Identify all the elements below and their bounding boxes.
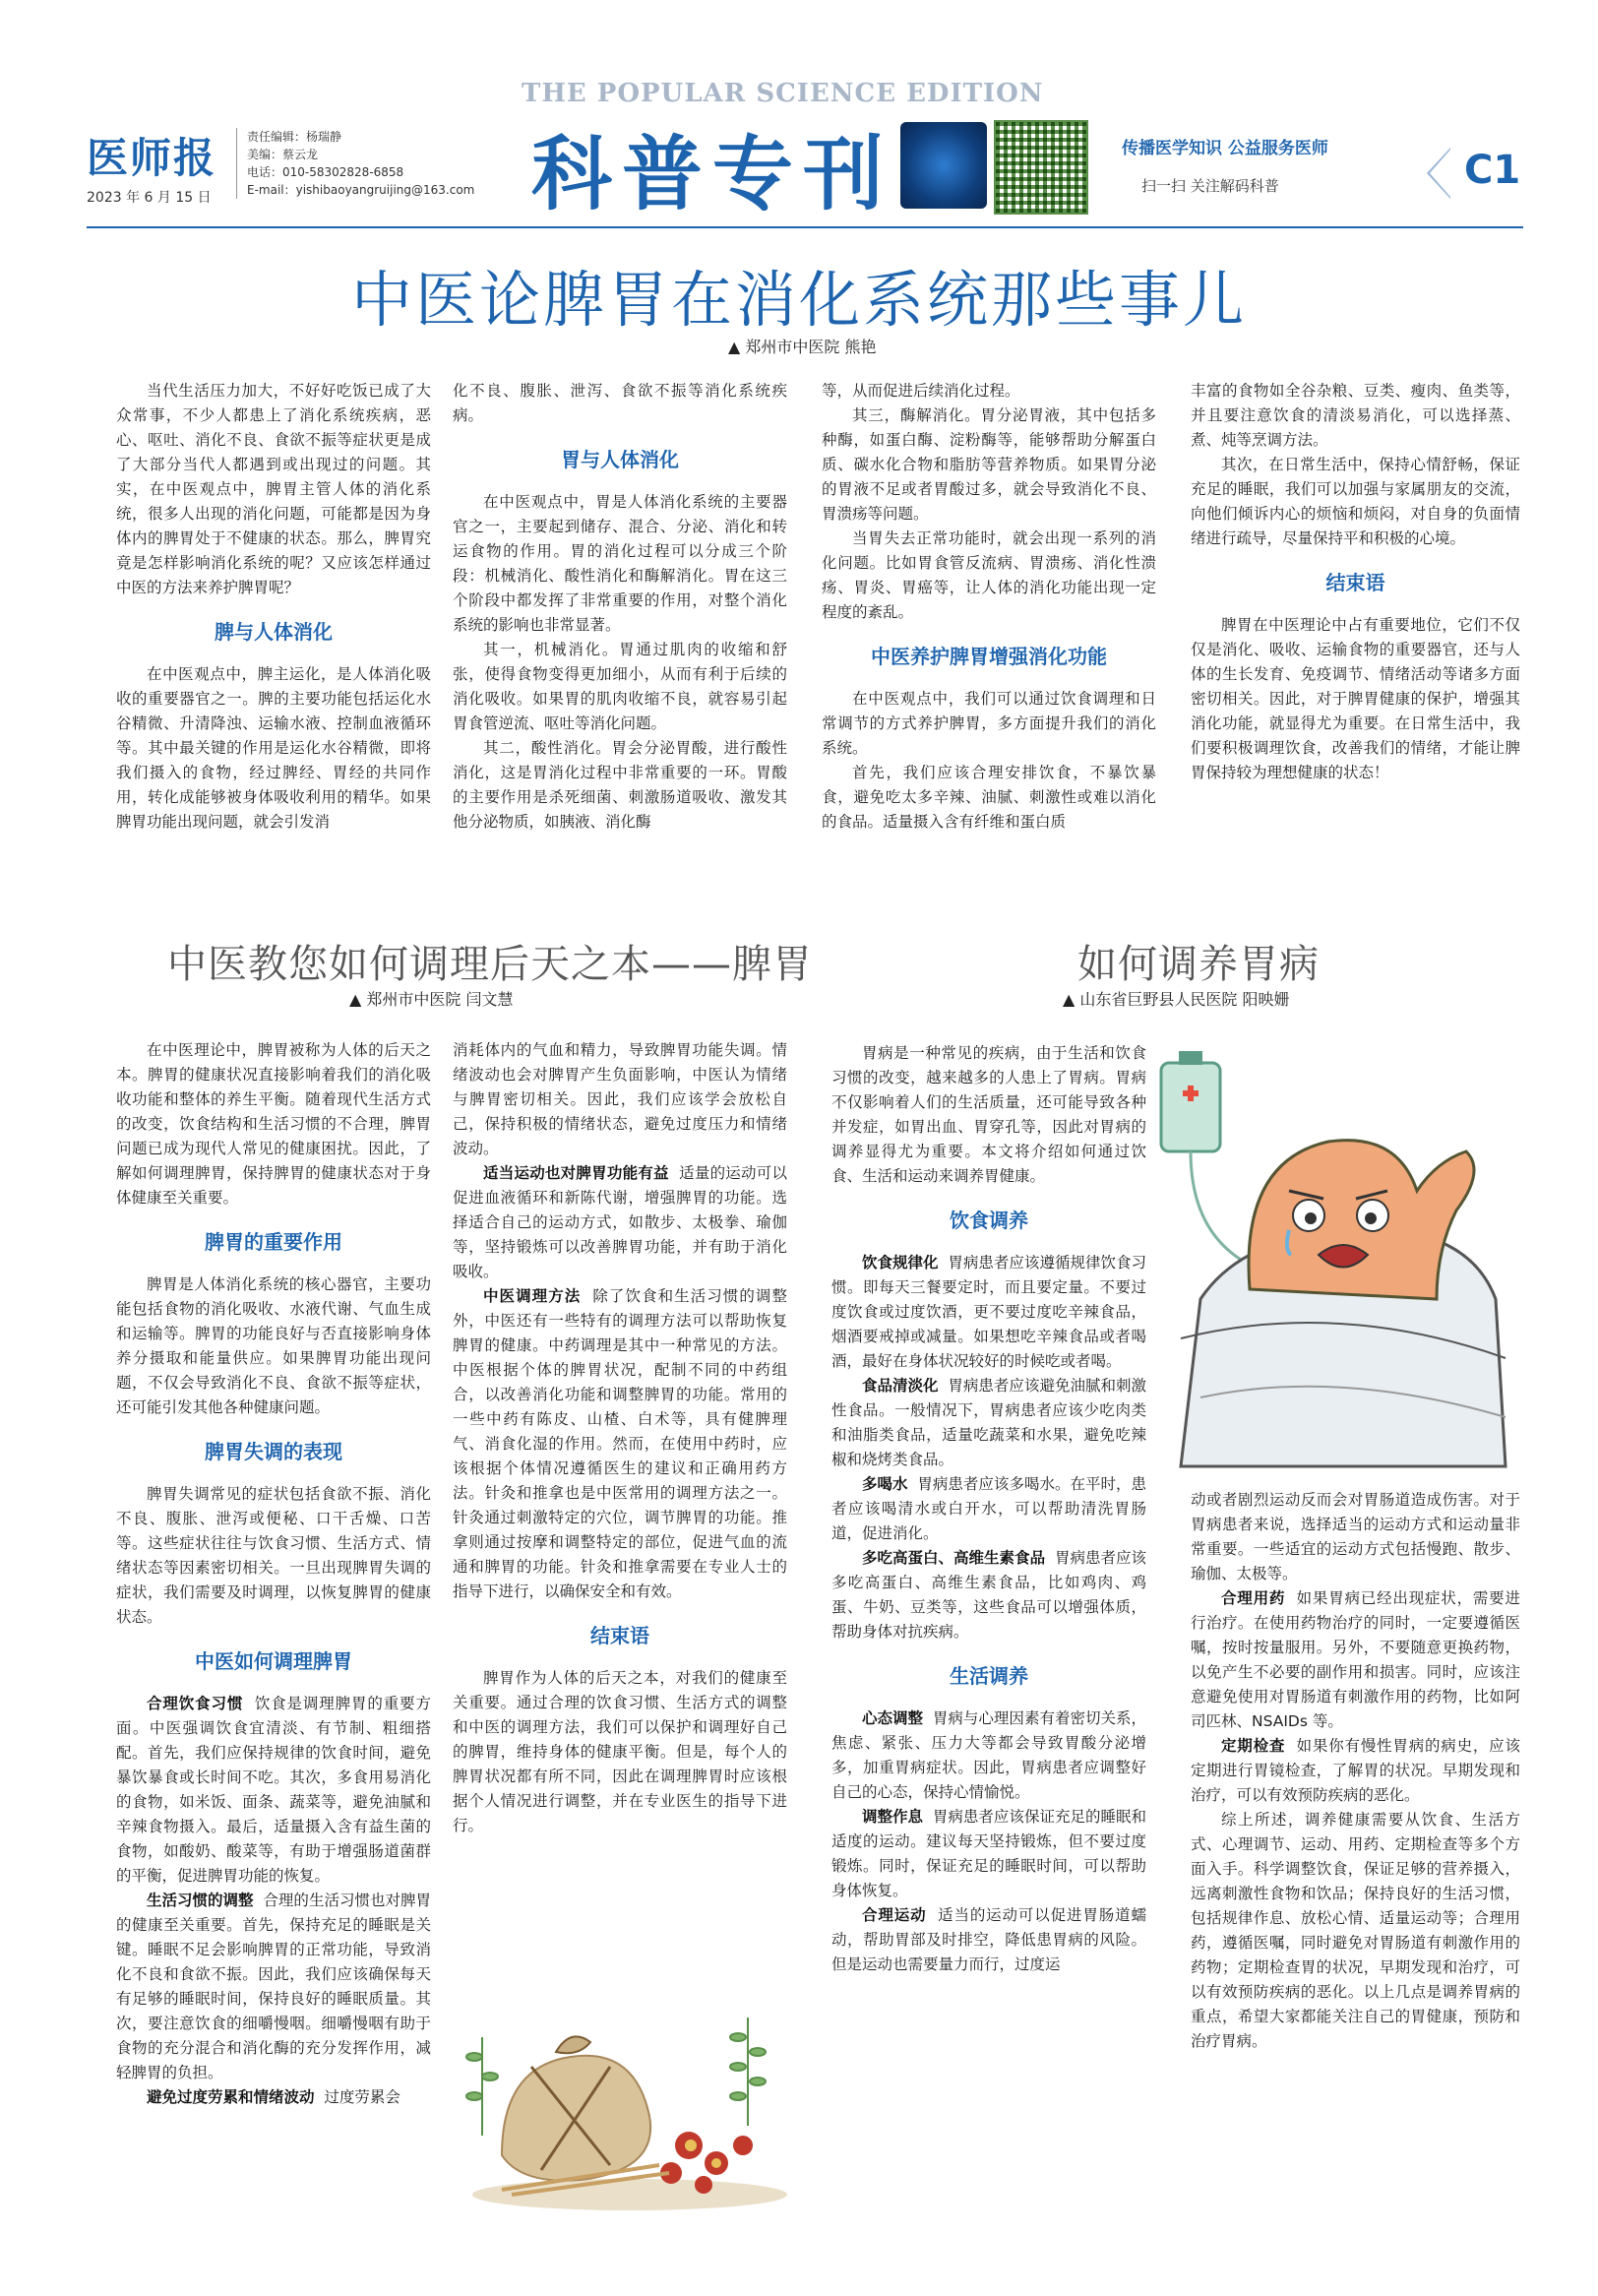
section-heading: 中医如何调理脾胃 <box>195 1649 352 1673</box>
masthead-divider <box>87 226 1523 228</box>
subheading: 生活习惯的调整 <box>147 1892 254 1909</box>
phone-line: 电话：010-58302828-6858 <box>247 165 404 179</box>
newspaper-logo: 医师报 <box>87 134 217 182</box>
paragraph: 其二，酸性消化。胃会分泌胃酸，进行酸性消化，这是胃消化过程中非常重要的一环。胃酸的主要作用是杀死细菌、刺激肠道吸收、激发其他分泌物质，如胰液、消化酶 <box>453 739 787 831</box>
subheading: 食品清淡化 <box>862 1377 939 1395</box>
paragraph: 中医调理方法 除了饮食和生活习惯的调整外，中医还有一些特有的调理方法可以帮助恢复脾胃的健康。中药调理是其中一种常见的方法。中医根据个体的脾胃状况，配制不同的中药组合，以改善消化功能和调整脾胃的功能。常用的一些中药有陈皮、山楂、白术等，具有健脾理气、消食化湿的作用。然而，在使用中药时，应该根据个体情况遵循医生的建议和正确用药方法。针灸和推拿也是中医常用的调理方法之一。针灸通过刺激特定的穴位，调节脾胃的功能。推拿则通过按摩和调整特定的部位，促进气血的流通和脾胃的功能。针灸和推拿需要在专业人士的指导下进行，以确保安全和有效。 <box>453 1287 787 1600</box>
paragraph: 合理运动 适当的运动可以促进胃肠道蠕动，帮助胃部及时排空，降低患胃病的风险。但是运动也需要量力而行，过度运 <box>831 1906 1146 1973</box>
subheading: 合理运动 <box>862 1906 927 1924</box>
scan-hint: 扫一扫 关注解码科普 <box>1141 177 1279 195</box>
paragraph: 其三，酶解消化。胃分泌胃液，其中包括多种酶，如蛋白酶、淀粉酶等，能够帮助分解蛋白质、碳水化合物和脂肪等营养物质。如果胃分泌的胃液不足或者胃酸过多，就会导致消化不良、胃溃疡等问题。 <box>822 406 1156 523</box>
paragraph: 食品清淡化 胃病患者应该避免油腻和刺激性食品。一般情况下，胃病患者应该少吃肉类和油脂类食品，适量吃蔬菜和水果，避免吃辣椒和烧烤类食品。 <box>831 1377 1146 1468</box>
paragraph: 脾胃是人体消化系统的核心器官，主要功能包括食物的消化吸收、水液代谢、气血生成和运输等。脾胃的功能良好与否直接影响身体养分摄取和能量供应。如果脾胃功能出现问题，不仅会导致消化不良、食欲不振等症状，还可能引发其他各种健康问题。 <box>116 1275 431 1416</box>
article1-column-1 <box>116 379 431 835</box>
paragraph: 避免过度劳累和情绪波动 过度劳累会 <box>147 2088 400 2106</box>
paragraph: 定期检查 如果你有慢性胃病的病史，应该定期进行胃镜检查，了解胃的状况。早期发现和治疗，可以有效预防疾病的恶化。 <box>1191 1737 1520 1804</box>
paragraph: 等，从而促进后续消化过程。 <box>822 382 1020 400</box>
subheading: 饮食规律化 <box>862 1254 939 1272</box>
section-heading: 饮食调养 <box>950 1209 1028 1232</box>
designer-line: 美编：蔡云龙 <box>247 148 319 161</box>
section-heading: 脾与人体消化 <box>215 620 333 644</box>
paragraph: 生活习惯的调整 合理的生活习惯也对脾胃的健康至关重要。首先，保持充足的睡眠是关键。睡眠不足会影响脾胃的正常功能，导致消化不良和食欲不振。因此，我们应该确保每天有足够的睡眠时间，保持良好的睡眠质量。其次，要注意饮食的细嚼慢咽。细嚼慢咽有助于食物的充分混合和消化酶的充分发挥作用，减轻脾胃的负担。 <box>116 1892 431 2081</box>
paragraph: 其次，在日常生活中，保持心情舒畅，保证充足的睡眠，我们可以加强与家属朋友的交流，向他们倾诉内心的烦恼和烦闷，对自身的负面情绪进行疏导，尽量保持平和积极的心境。 <box>1191 456 1520 547</box>
section-heading: 脾胃的重要作用 <box>205 1230 342 1254</box>
article1-title: 中医论脾胃在消化系统那些事儿 <box>350 264 1247 336</box>
editor-info <box>236 128 474 199</box>
paragraph: 在中医理论中，脾胃被称为人体的后天之本。脾胃的健康状况直接影响着我们的消化吸收功能和整体的养生平衡。随着现代生活方式的改变，饮食结构和生活习惯的不合理，脾胃问题已成为现代人常见的健康困扰。因此，了解如何调理脾胃，保持脾胃的健康状态对于身体健康至关重要。 <box>116 1041 431 1207</box>
paragraph: 脾胃作为人体的后天之本，对我们的健康至关重要。通过合理的饮食习惯、生活方式的调整和中医的调理方法，我们可以保护和调理好自己的脾胃，维持身体的健康平衡。但是，每个人的脾胃状况都有所不同，因此在调理脾胃时应该根据个人情况进行调整，并在专业医生的指导下进行。 <box>453 1669 787 1834</box>
edition-title: 科普专刊 <box>531 128 894 221</box>
subheading: 中医调理方法 <box>483 1287 582 1305</box>
subheading: 合理用药 <box>1221 1589 1286 1607</box>
email-line: E-mail：yishibaoyangruijing@163.com <box>247 183 475 197</box>
paragraph: 化不良、腹胀、泄泻、食欲不振等消化系统疾病。 <box>453 382 787 424</box>
paragraph: 饮食规律化 胃病患者应该遵循规律饮食习惯。即每天三餐要定时，而且要定量。不要过度饮食或过度饮酒，更不要过度吃辛辣食品，烟酒要戒掉或减量。如果想吃辛辣食品或者喝酒，最好在身体状况较好的时候吃或者喝。 <box>831 1254 1146 1370</box>
paragraph: 在中医观点中，胃是人体消化系统的主要器官之一，主要起到储存、混合、分泌、消化和转运食物的作用。胃的消化过程可以分成三个阶段：机械消化、酸性消化和酶解消化。胃在这三个阶段中都发挥了非常重要的作用，对整个消化系统的影响也非常显著。 <box>453 493 787 634</box>
section-heading: 中医养护脾胃增强消化功能 <box>871 645 1107 668</box>
section-heading: 结束语 <box>590 1624 649 1647</box>
paragraph: 在中医观点中，我们可以通过饮食调理和日常调节的方式养护脾胃，多方面提升我们的消化系统。 <box>822 690 1156 757</box>
paragraph: 当胃失去正常功能时，就会出现一系列的消化问题。比如胃食管反流病、胃溃疡、消化性溃疡、胃炎、胃癌等，让人体的消化功能出现一定程度的紊乱。 <box>822 529 1156 621</box>
paragraph: 多喝水 胃病患者应该多喝水。在平时，患者应该喝清水或白开水，可以帮助清洗胃肠道，促进消化。 <box>831 1475 1146 1542</box>
program-badge-icon <box>900 122 987 209</box>
paragraph: 合理用药 如果胃病已经出现症状，需要进行治疗。在使用药物治疗的同时，一定要遵循医嘱，按时按量服用。另外，不要随意更换药物，以免产生不必要的副作用和损害。同时，应该注意避免使用对胃肠道有刺激作用的药物，比如阿司匹林、NSAIDs 等。 <box>1191 1589 1520 1730</box>
subheading: 多吃高蛋白、高维生素食品 <box>862 1549 1046 1567</box>
paragraph: 丰富的食物如全谷杂粮、豆类、瘦肉、鱼类等，并且要注意饮食的清淡易消化，可以选择蒸、煮、炖等烹调方法。 <box>1191 382 1520 449</box>
article3-author: ▲ 山东省巨野县人民医院 阳映姗 <box>1063 990 1290 1009</box>
paragraph: 调整作息 胃病患者应该保证充足的睡眠和适度的运动。建议每天坚持锻炼，但不要过度锻炼。同时，保证充足的睡眠时间，可以帮助身体恢复。 <box>831 1808 1146 1899</box>
sick-stomach-illustration <box>1141 1043 1515 1476</box>
paragraph: 胃病是一种常见的疾病，由于生活和饮食习惯的改变，越来越多的人患上了胃病。胃病不仅影响着人们的生活质量，还可能导致各种并发症，如胃出血、胃穿孔等，因此对胃病的调养显得尤为重要。本文将介绍如何通过饮食、生活和运动来调养胃健康。 <box>831 1044 1146 1185</box>
paragraph: 当代生活压力加大，不好好吃饭已成了大众常事，不少人都患上了消化系统疾病，恶心、呕吐、消化不良、食欲不振等症状更是成了大部分当代人都遇到或出现过的问题。其实，在中医观点中，脾胃主管人体的消化系统，很多人出现的消化问题，可能都是因为身体内的脾胃处于不健康的状态。那么，脾胃究竟是怎样影响消化系统的呢？又应该怎样通过中医的方法来养护脾胃呢？ <box>116 382 431 596</box>
page-number: C1 <box>1464 148 1521 193</box>
herbal-medicine-illustration <box>462 1998 797 2214</box>
article3-title: 如何调养胃病 <box>1077 942 1320 987</box>
qr-code-icon[interactable] <box>994 120 1088 215</box>
paragraph: 适当运动也对脾胃功能有益 适量的运动可以促进血液循环和新陈代谢，增强脾胃的功能。选择适合自己的运动方式，如散步、太极拳、瑜伽等，坚持锻炼可以改善脾胃功能，并有助于消化吸收。 <box>453 1164 787 1280</box>
paragraph: 脾胃在中医理论中占有重要地位，它们不仅仅是消化、吸收、运输食物的重要器官，还与人体的生长发育、免疫调节、情绪活动等诸多方面密切相关。因此，对于脾胃健康的保护，增强其消化功能，就显得尤为重要。在日常生活中，我们要积极调理饮食，改善我们的情绪，才能让脾胃保持较为理想健康的状态！ <box>1191 616 1520 781</box>
issue-date: 2023 年 6 月 15 日 <box>87 190 212 206</box>
article1-column-3 <box>822 379 1156 835</box>
editor-line: 责任编辑：杨瑞静 <box>247 130 342 144</box>
subheading: 合理饮食习惯 <box>147 1695 244 1712</box>
section-heading: 结束语 <box>1325 571 1385 594</box>
paragraph: 心态调整 胃病与心理因素有着密切关系，焦虑、紧张、压力大等都会导致胃酸分泌增多，加重胃病症状。因此，胃病患者应调整好自己的心态，保持心情愉悦。 <box>831 1709 1146 1801</box>
subheading: 定期检查 <box>1221 1737 1286 1755</box>
paragraph: 综上所述，调养健康需要从饮食、生活方式、心理调节、运动、用药、定期检查等多个方面入手。科学调整饮食，保证足够的营养摄入，远离刺激性食物和饮品；保持良好的生活习惯，包括规律作息、放松心情、适量运动等；合理用药，遵循医嘱，同时避免对胃肠道有刺激作用的药物；定期检查胃的状况，早期发现和治疗，可以有效预防疾病的恶化。以上几点是调养胃病的重点，希望大家都能关注自己的胃健康，预防和治疗胃病。 <box>1191 1811 1520 2050</box>
article2-title: 中医教您如何调理后天之本——脾胃 <box>167 942 813 987</box>
section-heading: 胃与人体消化 <box>561 448 679 471</box>
paragraph: 脾胃失调常见的症状包括食欲不振、消化不良、腹胀、泄泻或便秘、口干舌燥、口苦等。这些症状往往与饮食习惯、生活方式、情绪状态等因素密切相关。一旦出现脾胃失调的症状，我们需要及时调理，以恢复脾胃的健康状态。 <box>116 1485 431 1626</box>
subheading: 避免过度劳累和情绪波动 <box>147 2088 315 2106</box>
article2-column-2 <box>453 1038 787 1838</box>
article2-author: ▲ 郑州市中医院 闫文慧 <box>349 990 514 1009</box>
subheading: 多喝水 <box>862 1475 908 1493</box>
subheading: 调整作息 <box>862 1808 924 1826</box>
paragraph: 其一，机械消化。胃通过肌肉的收缩和舒张，使得食物变得更加细小，从而有利于后续的消化吸收。如果胃的肌肉收缩不良，就容易引起胃食管逆流、呕吐等消化问题。 <box>453 641 787 732</box>
paragraph: 多吃高蛋白、高维生素食品 胃病患者应该多吃高蛋白、高维生素食品，比如鸡肉、鸡蛋、牛奶、豆类等，这些食品可以增强体质，帮助身体对抗疾病。 <box>831 1549 1146 1641</box>
section-heading: 脾胃失调的表现 <box>205 1440 342 1463</box>
article3-column-2 <box>1191 1488 1520 2054</box>
article2-column-1 <box>116 1038 431 2110</box>
article1-column-4 <box>1191 379 1520 785</box>
paragraph: 动或者剧烈运动反而会对胃肠道造成伤害。对于胃病患者来说，选择适当的运动方式和运动量非常重要。一些适宜的运动方式包括慢跑、散步、瑜伽、太极等。 <box>1191 1491 1520 1582</box>
article1-author: ▲ 郑州市中医院 熊艳 <box>728 338 877 356</box>
slogan: 传播医学知识 公益服务医师 <box>1122 139 1328 158</box>
paragraph: 首先，我们应该合理安排饮食，不暴饮暴食，避免吃太多辛辣、油腻、刺激性或难以消化的食品。适量摄入含有纤维和蛋白质 <box>822 764 1156 831</box>
subheading: 适当运动也对脾胃功能有益 <box>483 1164 669 1182</box>
subheading: 心态调整 <box>862 1709 924 1727</box>
paragraph: 消耗体内的气血和精力，导致脾胃功能失调。情绪波动也会对脾胃产生负面影响，中医认为情绪与脾胃密切相关。因此，我们应该学会放松自己，保持积极的情绪状态，避免过度压力和情绪波动。 <box>453 1041 787 1157</box>
edition-english-title: THE POPULAR SCIENCE EDITION <box>522 79 1044 108</box>
section-heading: 生活调养 <box>950 1664 1028 1688</box>
article3-column-1 <box>831 1041 1146 1977</box>
paragraph: 合理饮食习惯 饮食是调理脾胃的重要方面。中医强调饮食宜清淡、有节制、粗细搭配。首先，我们应保持规律的饮食时间，避免暴饮暴食或长时间不吃。其次，多食用易消化的食物，如米饭、面条、蔬菜等，避免油腻和辛辣食物摄入。最后，适量摄入含有益生菌的食物，如酸奶、酸菜等，有助于增强肠道菌群的平衡，促进脾胃功能的恢复。 <box>116 1695 431 1885</box>
paragraph: 在中医观点中，脾主运化，是人体消化吸收的重要器官之一。脾的主要功能包括运化水谷精微、升清降浊、运输水液、控制血液循环等。其中最关键的作用是运化水谷精微，即将我们摄入的食物，经过脾经、胃经的共同作用，转化成能够被身体吸收利用的精华。如果脾胃功能出现问题，就会引发消 <box>116 665 431 831</box>
article1-column-2 <box>453 379 787 835</box>
page-tab-inner <box>1430 150 1450 197</box>
